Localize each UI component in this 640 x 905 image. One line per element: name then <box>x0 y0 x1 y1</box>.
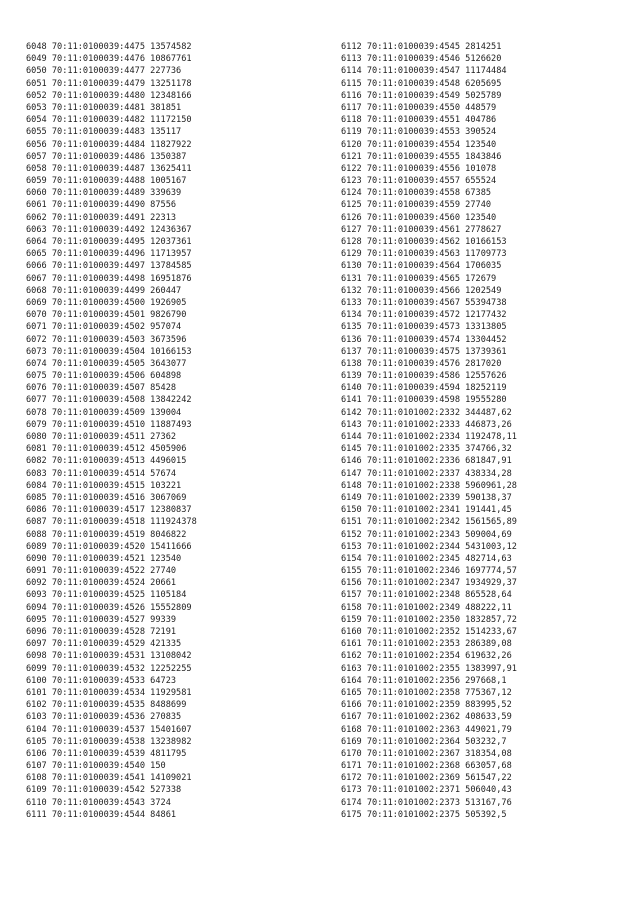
list-item: 6088 70:11:0100039:4519 8046822 <box>26 529 187 540</box>
list-item: 6071 70:11:0100039:4502 957074 <box>26 322 182 333</box>
list-item: 6101 70:11:0100039:4534 11929581 <box>26 687 192 698</box>
list-item: 6081 70:11:0100039:4512 4505906 <box>26 444 187 455</box>
list-item: 6085 70:11:0100039:4516 3067069 <box>26 492 187 503</box>
list-item: 6170 70:11:0101002:2367 318354,08 <box>341 748 512 759</box>
list-item: 6127 70:11:0100039:4561 2778627 <box>341 224 502 235</box>
list-item: 6077 70:11:0100039:4508 13842242 <box>26 395 192 406</box>
list-item: 6086 70:11:0100039:4517 12380837 <box>26 505 192 516</box>
list-item: 6054 70:11:0100039:4482 11172150 <box>26 115 192 126</box>
list-item: 6078 70:11:0100039:4509 139004 <box>26 407 182 418</box>
list-item: 6129 70:11:0100039:4563 11709773 <box>341 249 507 260</box>
list-item: 6169 70:11:0101002:2364 503232,7 <box>341 736 507 747</box>
list-item: 6126 70:11:0100039:4560 123540 <box>341 212 497 223</box>
list-item: 6105 70:11:0100039:4538 13238982 <box>26 736 192 747</box>
list-item: 6048 70:11:0100039:4475 13574582 <box>26 42 192 52</box>
list-item: 6119 70:11:0100039:4553 390524 <box>341 127 497 138</box>
list-item: 6144 70:11:0101002:2334 1192478,11 <box>341 432 517 442</box>
list-item: 6112 70:11:0100039:4545 2814251 <box>341 42 502 52</box>
list-item: 6073 70:11:0100039:4504 10166153 <box>26 346 192 357</box>
list-item: 6099 70:11:0100039:4532 12252255 <box>26 663 192 674</box>
list-item: 6062 70:11:0100039:4491 22313 <box>26 212 177 223</box>
list-item: 6122 70:11:0100039:4556 101078 <box>341 163 497 174</box>
list-item: 6102 70:11:0100039:4535 8488699 <box>26 700 187 711</box>
list-item: 6174 70:11:0101002:2373 513167,76 <box>341 797 512 808</box>
list-item: 6076 70:11:0100039:4507 85428 <box>26 383 177 394</box>
list-item: 6146 70:11:0101002:2336 681847,91 <box>341 456 512 467</box>
list-item: 6097 70:11:0100039:4529 421335 <box>26 639 182 650</box>
list-item: 6145 70:11:0101002:2335 374766,32 <box>341 444 512 455</box>
list-item: 6114 70:11:0100039:4547 11174484 <box>341 66 507 77</box>
list-item: 6058 70:11:0100039:4487 13625411 <box>26 163 192 174</box>
list-item: 6080 70:11:0100039:4511 27362 <box>26 432 177 442</box>
list-item: 6094 70:11:0100039:4526 15552809 <box>26 602 192 613</box>
list-item: 6159 70:11:0101002:2350 1832857,72 <box>341 614 517 625</box>
list-item: 6057 70:11:0100039:4486 1350387 <box>26 151 187 162</box>
list-item: 6053 70:11:0100039:4481 381851 <box>26 102 182 113</box>
list-item: 6142 70:11:0101002:2332 344487,62 <box>341 407 512 418</box>
list-item: 6163 70:11:0101002:2355 1383997,91 <box>341 663 517 674</box>
list-item: 6164 70:11:0101002:2356 297668,1 <box>341 675 507 686</box>
list-item: 6139 70:11:0100039:4586 12557626 <box>341 371 507 382</box>
list-item: 6111 70:11:0100039:4544 84861 <box>26 809 177 820</box>
list-item: 6151 70:11:0101002:2342 1561565,89 <box>341 517 517 528</box>
list-item: 6107 70:11:0100039:4540 150 <box>26 761 166 772</box>
list-item: 6098 70:11:0100039:4531 13108042 <box>26 651 192 662</box>
list-item: 6140 70:11:0100039:4594 18252119 <box>341 383 507 394</box>
list-item: 6116 70:11:0100039:4549 5025789 <box>341 90 502 101</box>
list-item: 6156 70:11:0101002:2347 1934929,37 <box>341 578 517 589</box>
list-item: 6162 70:11:0101002:2354 619632,26 <box>341 651 512 662</box>
list-item: 6100 70:11:0100039:4533 64723 <box>26 675 177 686</box>
list-item: 6168 70:11:0101002:2363 449021,79 <box>341 724 512 735</box>
list-item: 6160 70:11:0101002:2352 1514233,67 <box>341 627 517 637</box>
list-item: 6167 70:11:0101002:2362 408633,59 <box>341 712 512 723</box>
list-item: 6069 70:11:0100039:4500 1926905 <box>26 297 187 308</box>
list-item: 6072 70:11:0100039:4503 3673596 <box>26 334 187 345</box>
list-item: 6093 70:11:0100039:4525 1105184 <box>26 590 187 601</box>
list-item: 6113 70:11:0100039:4546 5126620 <box>341 54 502 65</box>
list-item: 6090 70:11:0100039:4521 123540 <box>26 553 182 564</box>
list-item: 6148 70:11:0101002:2338 5960961,28 <box>341 480 517 491</box>
list-item: 6123 70:11:0100039:4557 655524 <box>341 176 497 187</box>
list-item: 6121 70:11:0100039:4555 1843846 <box>341 151 502 162</box>
list-item: 6118 70:11:0100039:4551 404786 <box>341 115 497 126</box>
list-item: 6074 70:11:0100039:4505 3643077 <box>26 358 187 369</box>
list-item: 6158 70:11:0101002:2349 488222,11 <box>341 602 512 613</box>
list-item: 6065 70:11:0100039:4496 11713957 <box>26 249 192 260</box>
list-item: 6064 70:11:0100039:4495 12037361 <box>26 237 192 247</box>
list-item: 6051 70:11:0100039:4479 13251178 <box>26 78 192 89</box>
list-item: 6134 70:11:0100039:4572 12177432 <box>341 310 507 321</box>
list-item: 6068 70:11:0100039:4499 260447 <box>26 285 182 296</box>
list-item: 6152 70:11:0101002:2343 509004,69 <box>341 529 512 540</box>
right-column <box>341 41 517 821</box>
list-item: 6115 70:11:0100039:4548 6205695 <box>341 78 502 89</box>
list-item: 6133 70:11:0100039:4567 55394738 <box>341 297 507 308</box>
list-item: 6063 70:11:0100039:4492 12436367 <box>26 224 192 235</box>
list-item: 6135 70:11:0100039:4573 13313805 <box>341 322 507 333</box>
list-item: 6149 70:11:0101002:2339 590138,37 <box>341 492 512 503</box>
list-item: 6128 70:11:0100039:4562 10166153 <box>341 237 507 247</box>
list-item: 6091 70:11:0100039:4522 27740 <box>26 566 177 577</box>
list-item: 6104 70:11:0100039:4537 15401607 <box>26 724 192 735</box>
list-item: 6132 70:11:0100039:4566 1202549 <box>341 285 502 296</box>
list-item: 6154 70:11:0101002:2345 482714,63 <box>341 553 512 564</box>
list-item: 6110 70:11:0100039:4543 3724 <box>26 797 171 808</box>
list-item: 6055 70:11:0100039:4483 135117 <box>26 127 182 138</box>
list-item: 6066 70:11:0100039:4497 13784585 <box>26 261 192 272</box>
left-column <box>26 41 197 821</box>
list-item: 6082 70:11:0100039:4513 4496015 <box>26 456 187 467</box>
list-item: 6079 70:11:0100039:4510 11887493 <box>26 419 192 430</box>
list-item: 6147 70:11:0101002:2337 438334,28 <box>341 468 512 479</box>
list-item: 6153 70:11:0101002:2344 5431003,12 <box>341 541 517 552</box>
list-item: 6070 70:11:0100039:4501 9826790 <box>26 310 187 321</box>
list-item: 6125 70:11:0100039:4559 27740 <box>341 200 492 211</box>
list-item: 6172 70:11:0101002:2369 561547,22 <box>341 773 512 784</box>
list-item: 6061 70:11:0100039:4490 87556 <box>26 200 177 211</box>
list-item: 6171 70:11:0101002:2368 663057,68 <box>341 761 512 772</box>
list-item: 6106 70:11:0100039:4539 4811795 <box>26 748 187 759</box>
list-item: 6138 70:11:0100039:4576 2817020 <box>341 358 502 369</box>
list-item: 6166 70:11:0101002:2359 883995,52 <box>341 700 512 711</box>
list-item: 6084 70:11:0100039:4515 103221 <box>26 480 182 491</box>
list-item: 6059 70:11:0100039:4488 1005167 <box>26 176 187 187</box>
list-item: 6131 70:11:0100039:4565 172679 <box>341 273 497 284</box>
list-item: 6067 70:11:0100039:4498 16951876 <box>26 273 192 284</box>
list-item: 6108 70:11:0100039:4541 14109021 <box>26 773 192 784</box>
list-item: 6117 70:11:0100039:4550 448579 <box>341 102 497 113</box>
list-item: 6157 70:11:0101002:2348 865528,64 <box>341 590 512 601</box>
list-item: 6137 70:11:0100039:4575 13739361 <box>341 346 507 357</box>
list-item: 6087 70:11:0100039:4518 111924378 <box>26 517 197 528</box>
list-item: 6165 70:11:0101002:2358 775367,12 <box>341 687 512 698</box>
list-item: 6109 70:11:0100039:4542 527338 <box>26 785 182 796</box>
list-item: 6075 70:11:0100039:4506 604898 <box>26 371 182 382</box>
list-item: 6060 70:11:0100039:4489 339639 <box>26 188 182 199</box>
list-item: 6161 70:11:0101002:2353 286389,08 <box>341 639 512 650</box>
list-item: 6089 70:11:0100039:4520 15411666 <box>26 541 192 552</box>
list-item: 6155 70:11:0101002:2346 1697774,57 <box>341 566 517 577</box>
list-item: 6052 70:11:0100039:4480 12348166 <box>26 90 192 101</box>
list-item: 6120 70:11:0100039:4554 123540 <box>341 139 497 150</box>
list-item: 6124 70:11:0100039:4558 67385 <box>341 188 492 199</box>
list-item: 6141 70:11:0100039:4598 19555280 <box>341 395 507 406</box>
list-item: 6130 70:11:0100039:4564 1706035 <box>341 261 502 272</box>
list-item: 6173 70:11:0101002:2371 506040,43 <box>341 785 512 796</box>
list-item: 6056 70:11:0100039:4484 11827922 <box>26 139 192 150</box>
list-item: 6175 70:11:0101002:2375 505392,5 <box>341 809 507 820</box>
list-item: 6136 70:11:0100039:4574 13304452 <box>341 334 507 345</box>
list-item: 6150 70:11:0101002:2341 191441,45 <box>341 505 512 516</box>
list-item: 6143 70:11:0101002:2333 446873,26 <box>341 419 512 430</box>
list-item: 6095 70:11:0100039:4527 99339 <box>26 614 177 625</box>
list-item: 6049 70:11:0100039:4476 10867761 <box>26 54 192 65</box>
list-item: 6050 70:11:0100039:4477 227736 <box>26 66 182 77</box>
list-item: 6083 70:11:0100039:4514 57674 <box>26 468 177 479</box>
list-item: 6092 70:11:0100039:4524 20661 <box>26 578 177 589</box>
list-item: 6096 70:11:0100039:4528 72191 <box>26 627 177 637</box>
list-item: 6103 70:11:0100039:4536 270835 <box>26 712 182 723</box>
